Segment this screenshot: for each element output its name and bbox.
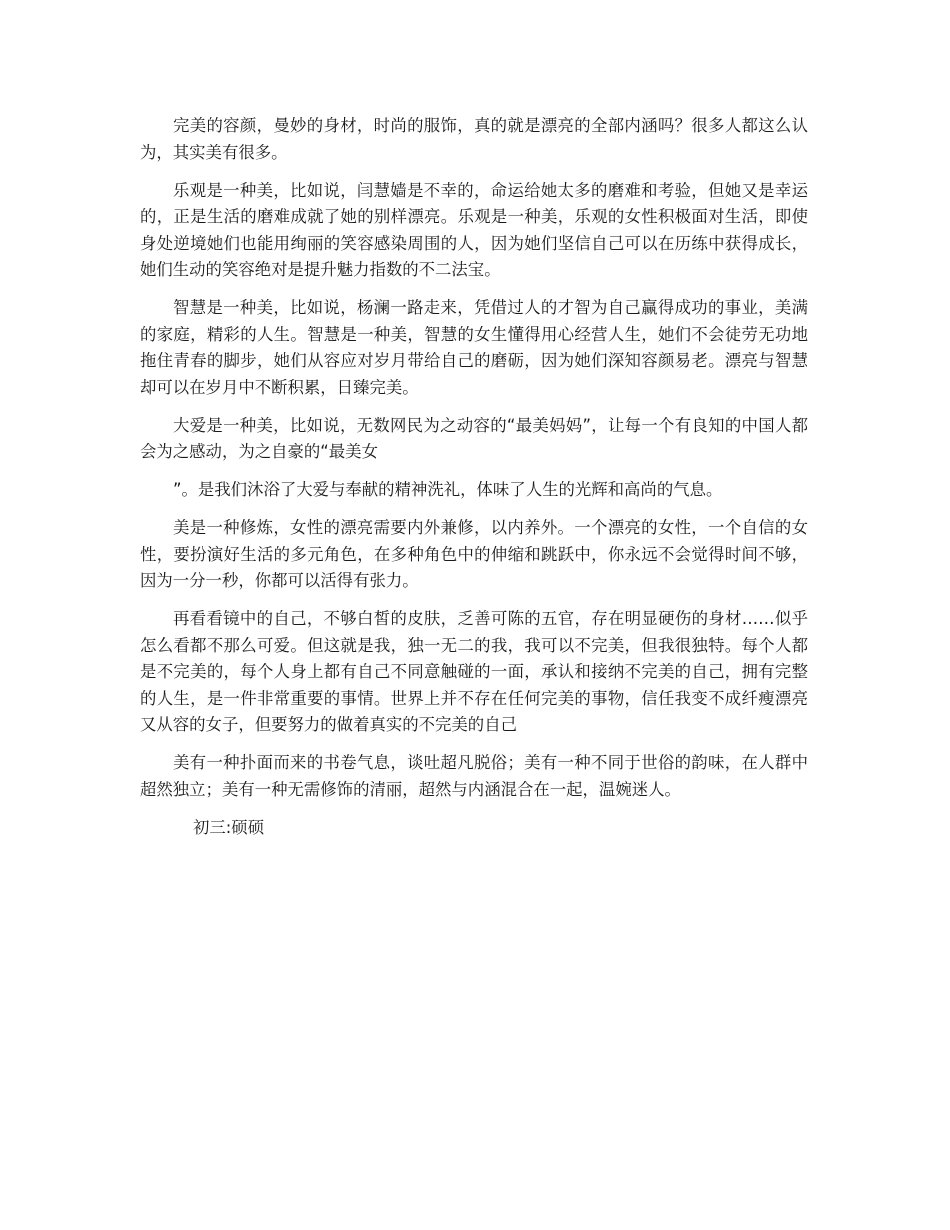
paragraph-2: 乐观是一种美，比如说，闫慧嫱是不幸的，命运给她太多的磨难和考验，但她又是幸运的，正是生活的磨难成就了她的别样漂亮。乐观是一种美，乐观的女性积极面对生活，即使身处逆境她们也能用绚丽的笑容感染周围的人，因为她们坚信自己可以在历练中获得成长，她们生动的笑容绝对是提升魅力指数的不二法宝。: [140, 180, 808, 279]
paragraph-5: ”。是我们沐浴了大爱与奉献的精神洗礼，体味了人生的光辉和高尚的气息。: [173, 480, 723, 499]
paragraph-1: 完美的容颜，曼妙的身材，时尚的服饰，真的就是漂亮的全部内涵吗？很多人都这么认为，其实美有很多。: [140, 116, 808, 162]
paragraph-8: 美有一种扑面而来的书卷气息，谈吐超凡脱俗；美有一种不同于世俗的韵味，在人群中超然独立；美有一种无需修饰的清丽，超然与内涵混合在一起，温婉迷人。: [140, 753, 808, 799]
paragraph-6: 美是一种修炼，女性的漂亮需要内外兼修，以内养外。一个漂亮的女性，一个自信的女性，要扮演好生活的多元角色，在多种角色中的伸缩和跳跃中，你永远不会觉得时间不够，因为一分一秒，你都可以活得有张力。: [140, 518, 808, 590]
paragraph-7: 再看看镜中的自己，不够白皙的皮肤，乏善可陈的五官，存在明显硬伤的身材……似乎怎么看都不那么可爱。但这就是我，独一无二的我，我可以不完美，但我很独特。每个人都是不完美的，每个人身上都有自己不同意触碰的一面，承认和接纳不完美的自己，拥有完整的人生，是一件非常重要的事情。世界上并不存在任何完美的事物，信任我变不成纤瘦漂亮又从容的女子，但要努力的做着真实的不完美的自己: [140, 609, 808, 734]
paragraph-4: 大爱是一种美，比如说，无数网民为之动容的“最美妈妈”，让每一个有良知的中国人都会为之感动，为之自豪的“最美女: [140, 415, 808, 461]
author-signature: 初三:硕硕: [193, 817, 265, 837]
document-body: [140, 113, 808, 841]
paragraph-3: 智慧是一种美，比如说，杨澜一路走来，凭借过人的才智为自己赢得成功的事业，美满的家庭，精彩的人生。智慧是一种美，智慧的女生懂得用心经营人生，她们不会徒劳无功地拖住青春的脚步，她们从容应对岁月带给自己的磨砺，因为她们深知容颜易老。漂亮与智慧却可以在岁月中不断积累，日臻完美。: [140, 298, 808, 397]
